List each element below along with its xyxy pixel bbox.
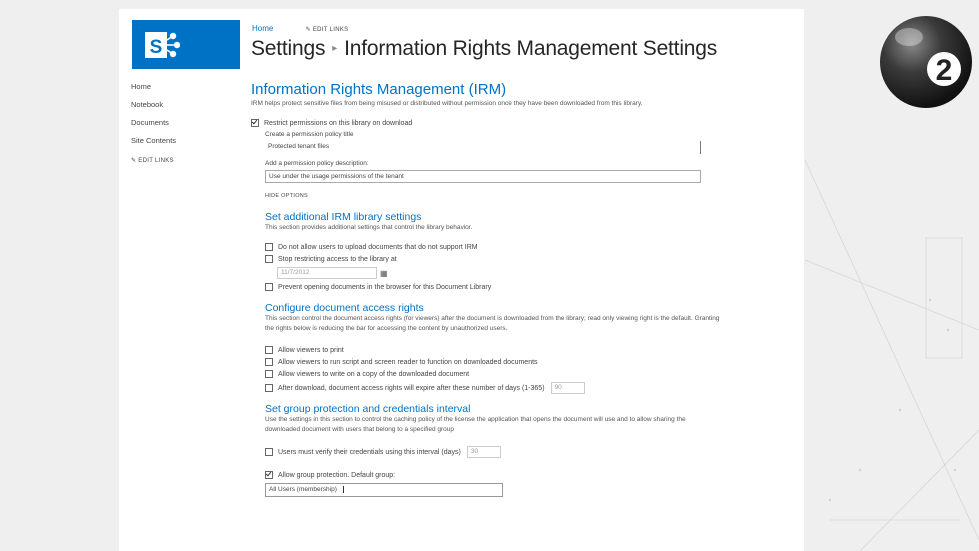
additional-settings-description: This section provides additional settings that control the library behavior. (265, 224, 473, 231)
expire-rights-row (265, 382, 796, 394)
allow-script-checkbox[interactable] (265, 358, 273, 366)
no-upload-row (265, 243, 796, 251)
expire-rights-checkbox[interactable] (265, 384, 273, 392)
calendar-icon[interactable]: ▦ (380, 268, 388, 278)
pencil-icon: ✎ (131, 158, 137, 164)
default-group-value: All Users (membership) (269, 486, 337, 493)
group-protection-label: Allow group protection. Default group: (278, 471, 396, 479)
policy-description-label: Add a permission policy description: (265, 160, 369, 167)
breadcrumb (252, 24, 348, 33)
group-protection-row (265, 471, 796, 479)
hide-options-link[interactable]: HIDE OPTIONS (265, 193, 309, 199)
badge-number: 2 (935, 54, 953, 87)
restrict-permissions-row (251, 119, 796, 127)
allow-script-label: Allow viewers to run script and screen reader to function on downloaded documents (278, 358, 538, 366)
edit-links-left[interactable] (131, 157, 176, 164)
stop-date-row (277, 267, 796, 279)
title-settings-link[interactable]: Settings (251, 37, 326, 60)
prevent-opening-label: Prevent opening documents in the browser for this Document Library (278, 283, 492, 291)
allow-write-label: Allow viewers to write on a copy of the downloaded document (278, 370, 470, 378)
policy-title-label: Create a permission policy title (265, 131, 354, 138)
verify-credentials-label: Users must verify their credentials using this interval (days) (278, 448, 461, 456)
allow-print-row (265, 346, 796, 354)
expire-days-input[interactable]: 90 (551, 382, 585, 394)
allow-write-row (265, 370, 796, 378)
access-rights-heading: Configure document access rights (265, 302, 424, 314)
page-title (251, 37, 717, 61)
prevent-opening-row (265, 283, 796, 291)
verify-credentials-row (265, 446, 796, 458)
verify-credentials-checkbox[interactable] (265, 448, 273, 456)
no-upload-checkbox[interactable] (265, 243, 273, 251)
irm-settings-form (251, 81, 796, 497)
edit-links-label: EDIT LINKS (138, 158, 174, 164)
policy-description-input[interactable]: Use under the usage permissions of the tenant (265, 170, 701, 183)
title-separator-icon: ▸ (332, 43, 338, 54)
stop-restricting-label: Stop restricting access to the library at (278, 255, 397, 263)
title-page-name: Information Rights Management Settings (344, 37, 718, 60)
default-group-input[interactable] (265, 483, 503, 497)
irm-heading: Information Rights Management (IRM) (251, 81, 507, 98)
stop-restricting-checkbox[interactable] (265, 255, 273, 263)
stop-date-input[interactable]: 11/7/2012 (277, 267, 377, 279)
restrict-permissions-label: Restrict permissions on this library on download (264, 119, 413, 127)
breadcrumb-home-link[interactable]: Home (252, 24, 274, 33)
group-protection-heading: Set group protection and credentials interval (265, 403, 471, 415)
allow-print-checkbox[interactable] (265, 346, 273, 354)
access-rights-description: This section control the document access rights (for viewers) after the document is downloaded from the library; read only viewing right is the default. Granting the rights below is reducing the bar for accessing the content by unauthorized users. (265, 315, 720, 332)
verify-days-input[interactable]: 30 (467, 446, 501, 458)
text-cursor (343, 486, 346, 493)
edit-links-label: EDIT LINKS (312, 27, 349, 33)
irm-description: IRM helps protect sensitive files from being misused or distributed without permission once they have been downloaded from this library. (251, 100, 643, 107)
sharepoint-icon (144, 30, 180, 60)
pencil-icon: ✎ (305, 27, 311, 33)
allow-script-row (265, 358, 796, 366)
step-number-ball-badge (877, 7, 975, 117)
svg-text:S: S (149, 36, 163, 58)
nav-item-notebook[interactable]: Notebook (131, 100, 164, 109)
left-navigation (131, 82, 176, 173)
sharepoint-logo[interactable] (132, 20, 240, 69)
allow-write-checkbox[interactable] (265, 370, 273, 378)
group-protection-description: Use the settings in this section to control the caching policy of the license the application that opens the document will use and to allow sharing the downloaded document with users that belong to a specified group (265, 416, 686, 433)
additional-settings-heading: Set additional IRM library settings (265, 211, 422, 223)
sharepoint-page (119, 9, 804, 551)
stop-restricting-row (265, 255, 796, 263)
no-upload-label: Do not allow users to upload documents that do not support IRM (278, 243, 478, 251)
prevent-opening-checkbox[interactable] (265, 283, 273, 291)
nav-item-documents[interactable]: Documents (131, 118, 169, 127)
edit-links-top[interactable] (306, 27, 349, 33)
nav-item-site-contents[interactable]: Site Contents (131, 136, 177, 145)
allow-print-label: Allow viewers to print (278, 346, 344, 354)
group-protection-checkbox[interactable] (265, 471, 273, 479)
policy-title-input[interactable]: Protected tenant files (265, 141, 701, 154)
restrict-permissions-checkbox[interactable] (251, 119, 259, 127)
expire-rights-label: After download, document access rights will expire after these number of days (1-365) (278, 384, 545, 392)
nav-item-home[interactable]: Home (131, 82, 152, 91)
